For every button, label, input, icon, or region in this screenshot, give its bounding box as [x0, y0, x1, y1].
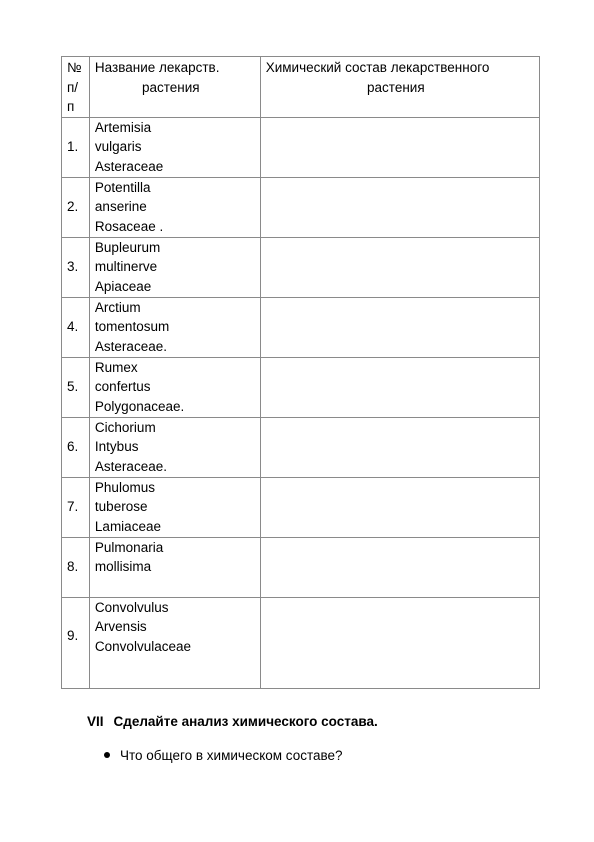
table-row — [62, 297, 540, 357]
header-plant-name: Название лекарств. растения — [89, 57, 260, 118]
row-number: 7. — [62, 477, 90, 537]
composition-cell[interactable] — [260, 537, 539, 597]
table-row — [62, 477, 540, 537]
table-row — [62, 177, 540, 237]
plant-name: Convolvulus Arvensis Convolvulaceae — [89, 597, 260, 688]
table-row — [62, 597, 540, 688]
composition-cell[interactable] — [260, 597, 539, 688]
table-row — [62, 117, 540, 177]
plant-name: Phulomus tuberose Lamiaceae — [89, 477, 260, 537]
row-number: 5. — [62, 357, 90, 417]
row-number: 4. — [62, 297, 90, 357]
bullet-item — [104, 748, 343, 763]
plants-table — [61, 56, 540, 689]
table-header-row — [62, 57, 540, 118]
plant-name: Potentilla anserine Rosaceae . — [89, 177, 260, 237]
table-row — [62, 357, 540, 417]
header-chemical-composition: Химический состав лекарственного растения — [260, 57, 539, 118]
composition-cell[interactable] — [260, 477, 539, 537]
plant-name: Pulmonaria mollisima — [89, 537, 260, 597]
row-number: 6. — [62, 417, 90, 477]
bullet-dot-icon — [104, 752, 110, 758]
plant-name: Bupleurum multinerve Apiaceae — [89, 237, 260, 297]
composition-cell[interactable] — [260, 417, 539, 477]
section-title: Сделайте анализ химического состава. — [113, 714, 378, 729]
plant-name: Rumex confertus Polygonaceae. — [89, 357, 260, 417]
table-row — [62, 237, 540, 297]
plant-name: Cichorium Intybus Asteraceae. — [89, 417, 260, 477]
composition-cell[interactable] — [260, 237, 539, 297]
row-number: 1. — [62, 117, 90, 177]
section-heading — [87, 714, 378, 729]
section-number: VII — [87, 714, 104, 729]
table-row — [62, 537, 540, 597]
bullet-text: Что общего в химическом составе? — [120, 748, 343, 763]
header-number: № п/п — [62, 57, 90, 118]
plant-name: Artemisia vulgaris Asteraceae — [89, 117, 260, 177]
row-number: 3. — [62, 237, 90, 297]
composition-cell[interactable] — [260, 117, 539, 177]
row-number: 9. — [62, 597, 90, 688]
composition-cell[interactable] — [260, 177, 539, 237]
row-number: 2. — [62, 177, 90, 237]
composition-cell[interactable] — [260, 297, 539, 357]
plant-name: Arctium tomentosum Asteraceae. — [89, 297, 260, 357]
table-row — [62, 417, 540, 477]
row-number: 8. — [62, 537, 90, 597]
composition-cell[interactable] — [260, 357, 539, 417]
